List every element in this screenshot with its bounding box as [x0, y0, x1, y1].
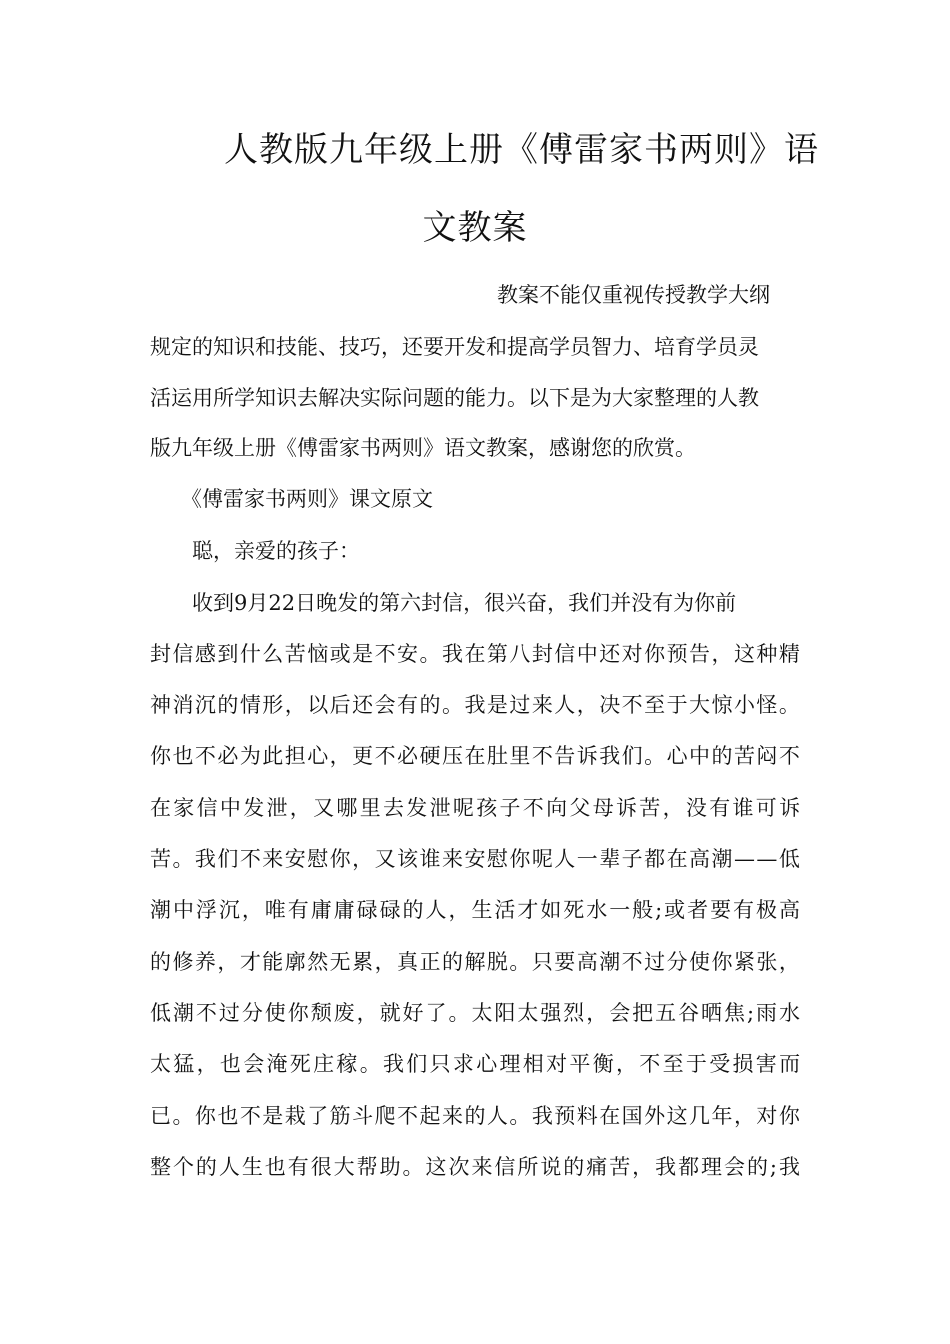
section-heading: 《傅雷家书两则》课文原文 [181, 487, 433, 511]
body-line-6: 苦。我们不来安慰你，又该谁来安慰你呢人一辈子都在高潮——低 [150, 847, 802, 871]
body-line-7: 潮中浮沉，唯有庸庸碌碌的人，生活才如死水一般;或者要有极高 [150, 898, 802, 922]
body-line-5: 在家信中发泄，又哪里去发泄呢孩子不向父母诉苦，没有谁可诉 [150, 796, 803, 820]
document-title-line-2: 文教案 [422, 208, 528, 248]
body-line-10: 太猛，也会淹死庄稼。我们只求心理相对平衡，不至于受损害而 [150, 1052, 803, 1076]
body-line-11: 已。你也不是栽了筋斗爬不起来的人。我预料在国外这几年，对你 [150, 1104, 802, 1128]
intro-line-4: 版九年级上册《傅雷家书两则》语文教案，感谢您的欣赏。 [150, 436, 696, 460]
body-line-8: 的修养，才能廓然无累，真正的解脱。只要高潮不过分使你紧张， [150, 950, 802, 974]
body-line-1: 收到9月22日晚发的第六封信，很兴奋，我们并没有为你前 [192, 591, 737, 615]
body-line-9: 低潮不过分使你颓废，就好了。太阳太强烈，会把五谷晒焦;雨水 [150, 1001, 802, 1025]
intro-line-1: 教案不能仅重视传授教学大纲 [497, 283, 770, 307]
letter-salutation: 聪，亲爱的孩子： [192, 539, 360, 563]
intro-line-2: 规定的知识和技能、技巧，还要开发和提高学员智力、培育学员灵 [150, 335, 759, 359]
document-title-line-1: 人教版九年级上册《傅雷家书两则》语 [224, 130, 819, 170]
body-line-2: 封信感到什么苦恼或是不安。我在第八封信中还对你预告，这种精 [150, 642, 802, 666]
body-line-4: 你也不必为此担心，更不必硬压在肚里不告诉我们。心中的苦闷不 [150, 744, 802, 768]
body-line-12: 整个的人生也有很大帮助。这次来信所说的痛苦，我都理会的;我 [150, 1155, 802, 1179]
intro-line-3: 活运用所学知识去解决实际问题的能力。以下是为大家整理的人教 [150, 386, 759, 410]
body-line-3: 神消沉的情形，以后还会有的。我是过来人，决不至于大惊小怪。 [150, 693, 802, 717]
